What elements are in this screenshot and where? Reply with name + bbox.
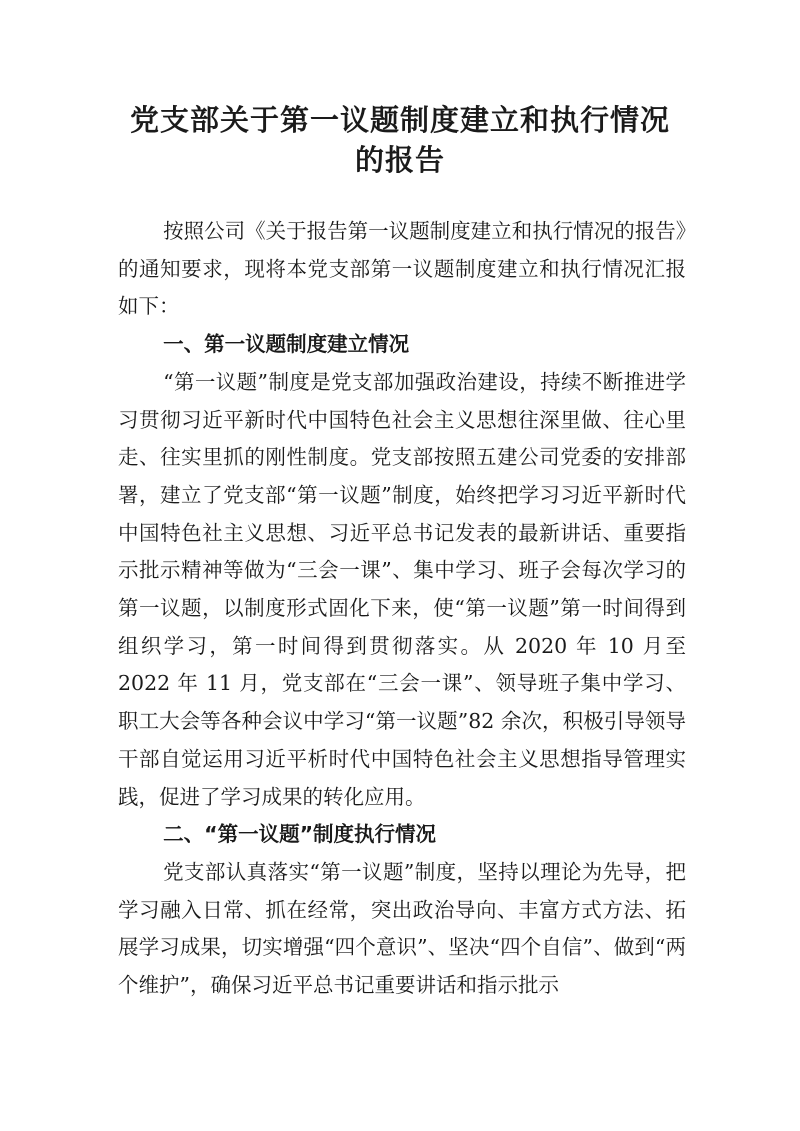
intro-paragraph: 按照公司《关于报告第一议题制度建立和执行情况的报告》的通知要求，现将本党支部第一议题制度建立和执行情况汇报如下： bbox=[118, 219, 686, 319]
document-title-line-1: 党支部关于第一议题制度建立和执行情况 bbox=[129, 103, 670, 137]
section-1-paragraph: “第一议题”制度是党支部加强政治建设，持续不断推进学习贯彻习近平新时代中国特色社会主义思想往深里做、往心里走、往实里抓的刚性制度。党支部按照五建公司党委的安排部署，建立了党支部“第一议题”制度，始终把学习习近平新时代中国特色社主义思想、习近平总书记发表的最新讲话、重要指示批示精神等做为“三会一课”、集中学习、班子会每次学习的第一议题，以制度形式固化下来，使“第一议题”第一时间得到组织学习，第一时间得到贯彻落实。从 2020 年 10 月至 2022 年 11 月，党支部在“三会一课”、领导班子集中学习、职工大会等各种会议中学习“第一议题”82 余次，积极引导领导干部自觉运用习近平析时代中国特色社会主义思想指导管理实践，促进了学习成果的转化应用。 bbox=[118, 369, 686, 809]
section-1-heading: 一、第一议题制度建立情况 bbox=[163, 332, 410, 357]
section-2-paragraph: 党支部认真落实“第一议题”制度，坚持以理论为先导，把学习融入日常、抓在经常，突出政治导向、丰富方式方法、拓展学习成果，切实增强“四个意识”、坚决“四个自信”、做到“两个维护”，确保习近平总书记重要讲话和指示批示 bbox=[118, 859, 686, 998]
section-2-heading: 二、“第一议题”制度执行情况 bbox=[163, 822, 437, 847]
document-title-line-2: 的报告 bbox=[354, 143, 445, 177]
document-body bbox=[118, 213, 686, 1005]
